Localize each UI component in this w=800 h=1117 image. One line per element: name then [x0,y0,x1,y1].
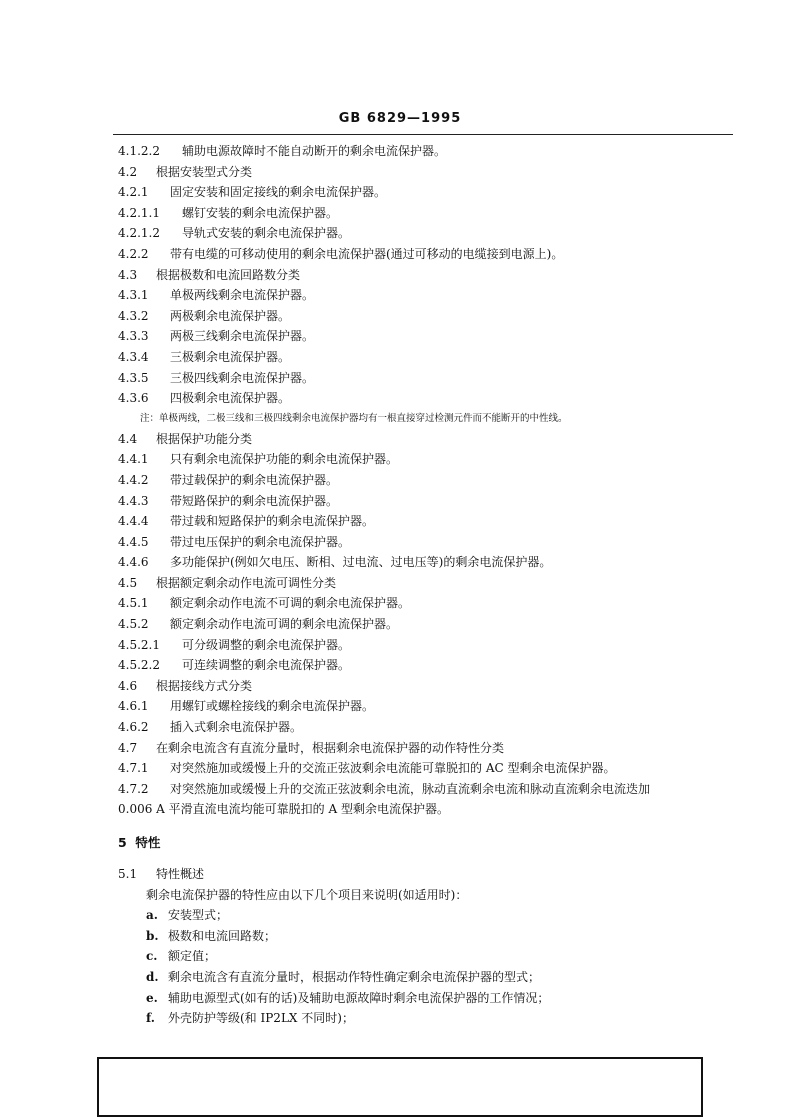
clause-number: 4.6 [118,678,138,693]
section-title: 特性 [135,835,161,850]
item-text: 安装型式； [168,908,229,923]
list-item [118,946,738,967]
clause-number: 4.5.2.2 [118,658,160,673]
clause-number: 4.3.4 [118,349,149,364]
clause-text: 对突然施加或缓慢上升的交流正弦波剩余电流能可靠脱扣的 AC 型剩余电流保护器。 [170,761,616,776]
clause-text: 额定剩余动作电流不可调的剩余电流保护器。 [170,596,411,611]
clause-number: 5.1 [118,867,138,881]
clause-number: 4.2.1.1 [118,205,160,220]
clause-line [118,388,738,409]
document-body [118,141,738,1029]
clause-text: 带过电压保护的剩余电流保护器。 [170,534,351,549]
clause-line [118,141,738,162]
clause-line [118,306,738,327]
clause-text: 单极两线剩余电流保护器。 [170,288,315,303]
item-letter: a. [146,908,158,923]
clause-number: 4.4.1 [118,452,149,467]
clause-number: 4.6.2 [118,720,149,735]
clause-line [118,614,738,635]
header-rule [113,134,733,135]
clause-text: 带有电缆的可移动使用的剩余电流保护器(通过可移动的电缆接到电源上)。 [170,246,564,261]
clause-line [118,162,738,183]
item-text: 外壳防护等级(和 IP2LX 不同时)； [168,1011,354,1026]
clause-line [118,532,738,553]
clause-text: 插入式剩余电流保护器。 [170,720,303,735]
clause-text: 在剩余电流含有直流分量时，根据剩余电流保护器的动作特性分类 [156,740,505,755]
item-letter: b. [146,928,159,943]
clause-line [118,738,738,759]
clause-number: 4.4.6 [118,555,149,570]
clause-number: 4.5.1 [118,596,149,611]
footer-box [97,1057,703,1117]
clause-line [118,470,738,491]
clause-line [118,779,738,800]
clause-number: 4.4.5 [118,534,149,549]
continuation-line: 0.006 A 平滑直流电流均能可靠脱扣的 A 型剩余电流保护器。 [118,802,449,817]
clause-title: 特性概述 [156,867,205,881]
list-item [118,1008,738,1029]
clause-number: 4.1.2.2 [118,144,160,158]
clause-text: 带短路保护的剩余电流保护器。 [170,493,339,508]
clause-text: 额定剩余动作电流可调的剩余电流保护器。 [170,617,399,632]
clause-line [118,491,738,512]
clause-number: 4.5.2 [118,617,149,632]
clause-text: 只有剩余电流保护功能的剩余电流保护器。 [170,452,399,467]
item-letter: f. [146,1011,155,1026]
clause-text: 导轨式安装的剩余电流保护器。 [182,226,351,241]
clause-number: 4.2.2 [118,246,149,261]
clause-line [118,655,738,676]
clause-number: 4.4.4 [118,514,149,529]
note-text: 注：单极两线，二极三线和三极四线剩余电流保护器均有一根直接穿过检测元件而不能断开的中性线。 [140,412,568,424]
clause-number: 4.3.5 [118,370,149,385]
clause-number: 4.3 [118,267,138,282]
clause-line [118,368,738,389]
item-letter: e. [146,990,158,1005]
clause-number: 4.3.3 [118,329,149,344]
clause-text: 固定安装和固定接线的剩余电流保护器。 [170,185,387,200]
clause-number: 4.2.1 [118,185,149,200]
clause-line [118,717,738,738]
clause-number: 4.3.1 [118,288,149,303]
clause-line [118,635,738,656]
clause-number: 4.6.1 [118,699,149,714]
clause-line [118,696,738,717]
clause-number: 4.4.2 [118,472,149,487]
clause-number: 4.4.3 [118,493,149,508]
clause-number: 4.4 [118,431,138,446]
clause-line [118,223,738,244]
clause-number: 4.2.1.2 [118,226,160,241]
item-text: 剩余电流含有直流分量时，根据动作特性确定剩余电流保护器的型式； [168,969,541,984]
item-text: 极数和电流回路数； [168,928,277,943]
clause-text: 多功能保护(例如欠电压、断相、过电流、过电压等)的剩余电流保护器。 [170,555,552,570]
clause-text: 带过载和短路保护的剩余电流保护器。 [170,514,375,529]
list-item [118,967,738,988]
clause-list-4-1-to-4-3 [118,141,738,409]
clause-line [118,758,738,779]
clause-number: 4.7 [118,740,138,755]
section-number: 5 [118,835,127,850]
clause-number: 4.5 [118,575,138,590]
clause-heading [118,864,738,885]
clause-text: 根据极数和电流回路数分类 [156,267,301,282]
item-text: 辅助电源型式(如有的话)及辅助电源故障时剩余电流保护器的工作情况； [168,990,550,1005]
clause-line [118,182,738,203]
clause-text: 三极四线剩余电流保护器。 [170,370,315,385]
clause-number: 4.7.1 [118,761,149,776]
clause-text: 根据接线方式分类 [156,678,253,693]
clause-number: 4.3.6 [118,391,149,406]
list-item [118,905,738,926]
clause-number: 4.2 [118,164,138,179]
section-heading [118,832,738,854]
item-letter: d. [146,969,159,984]
clause-line [118,285,738,306]
clause-text: 三极剩余电流保护器。 [170,349,291,364]
clause-text: 根据额定剩余动作电流可调性分类 [156,575,337,590]
clause-text: 可分级调整的剩余电流保护器。 [182,637,351,652]
clause-line [118,265,738,286]
clause-number: 4.7.2 [118,781,149,796]
clause-line [118,676,738,697]
clause-text: 螺钉安装的剩余电流保护器。 [182,205,339,220]
clause-number: 4.3.2 [118,308,149,323]
clause-line [118,326,738,347]
list-item [118,988,738,1009]
clause-line [118,429,738,450]
clause-line [118,347,738,368]
page-header: GB 6829—1995 [338,111,462,126]
clause-text: 两极剩余电流保护器。 [170,308,291,323]
item-letter: c. [146,949,158,964]
paragraph: 剩余电流保护器的特性应由以下几个项目来说明(如适用时)： [146,887,468,902]
clause-line [118,449,738,470]
list-item [118,926,738,947]
clause-line [118,244,738,265]
clause-text: 四极剩余电流保护器。 [170,391,291,406]
clause-text: 根据保护功能分类 [156,431,253,446]
item-list [118,905,738,1029]
clause-line [118,552,738,573]
clause-text: 带过载保护的剩余电流保护器。 [170,472,339,487]
clause-line [118,573,738,594]
clause-line [118,203,738,224]
clause-line [118,593,738,614]
clause-text: 两极三线剩余电流保护器。 [170,329,315,344]
clause-number: 4.5.2.1 [118,637,160,652]
clause-list-4-4-to-4-7 [118,429,738,800]
clause-line [118,511,738,532]
clause-text: 可连续调整的剩余电流保护器。 [182,658,351,673]
clause-text: 用螺钉或螺栓接线的剩余电流保护器。 [170,699,375,714]
clause-text: 根据安装型式分类 [156,164,253,179]
item-text: 额定值； [168,949,217,964]
clause-text: 对突然施加或缓慢上升的交流正弦波剩余电流，脉动直流剩余电流和脉动直流剩余电流迭加 [170,781,651,796]
clause-text: 辅助电源故障时不能自动断开的剩余电流保护器。 [182,144,447,158]
